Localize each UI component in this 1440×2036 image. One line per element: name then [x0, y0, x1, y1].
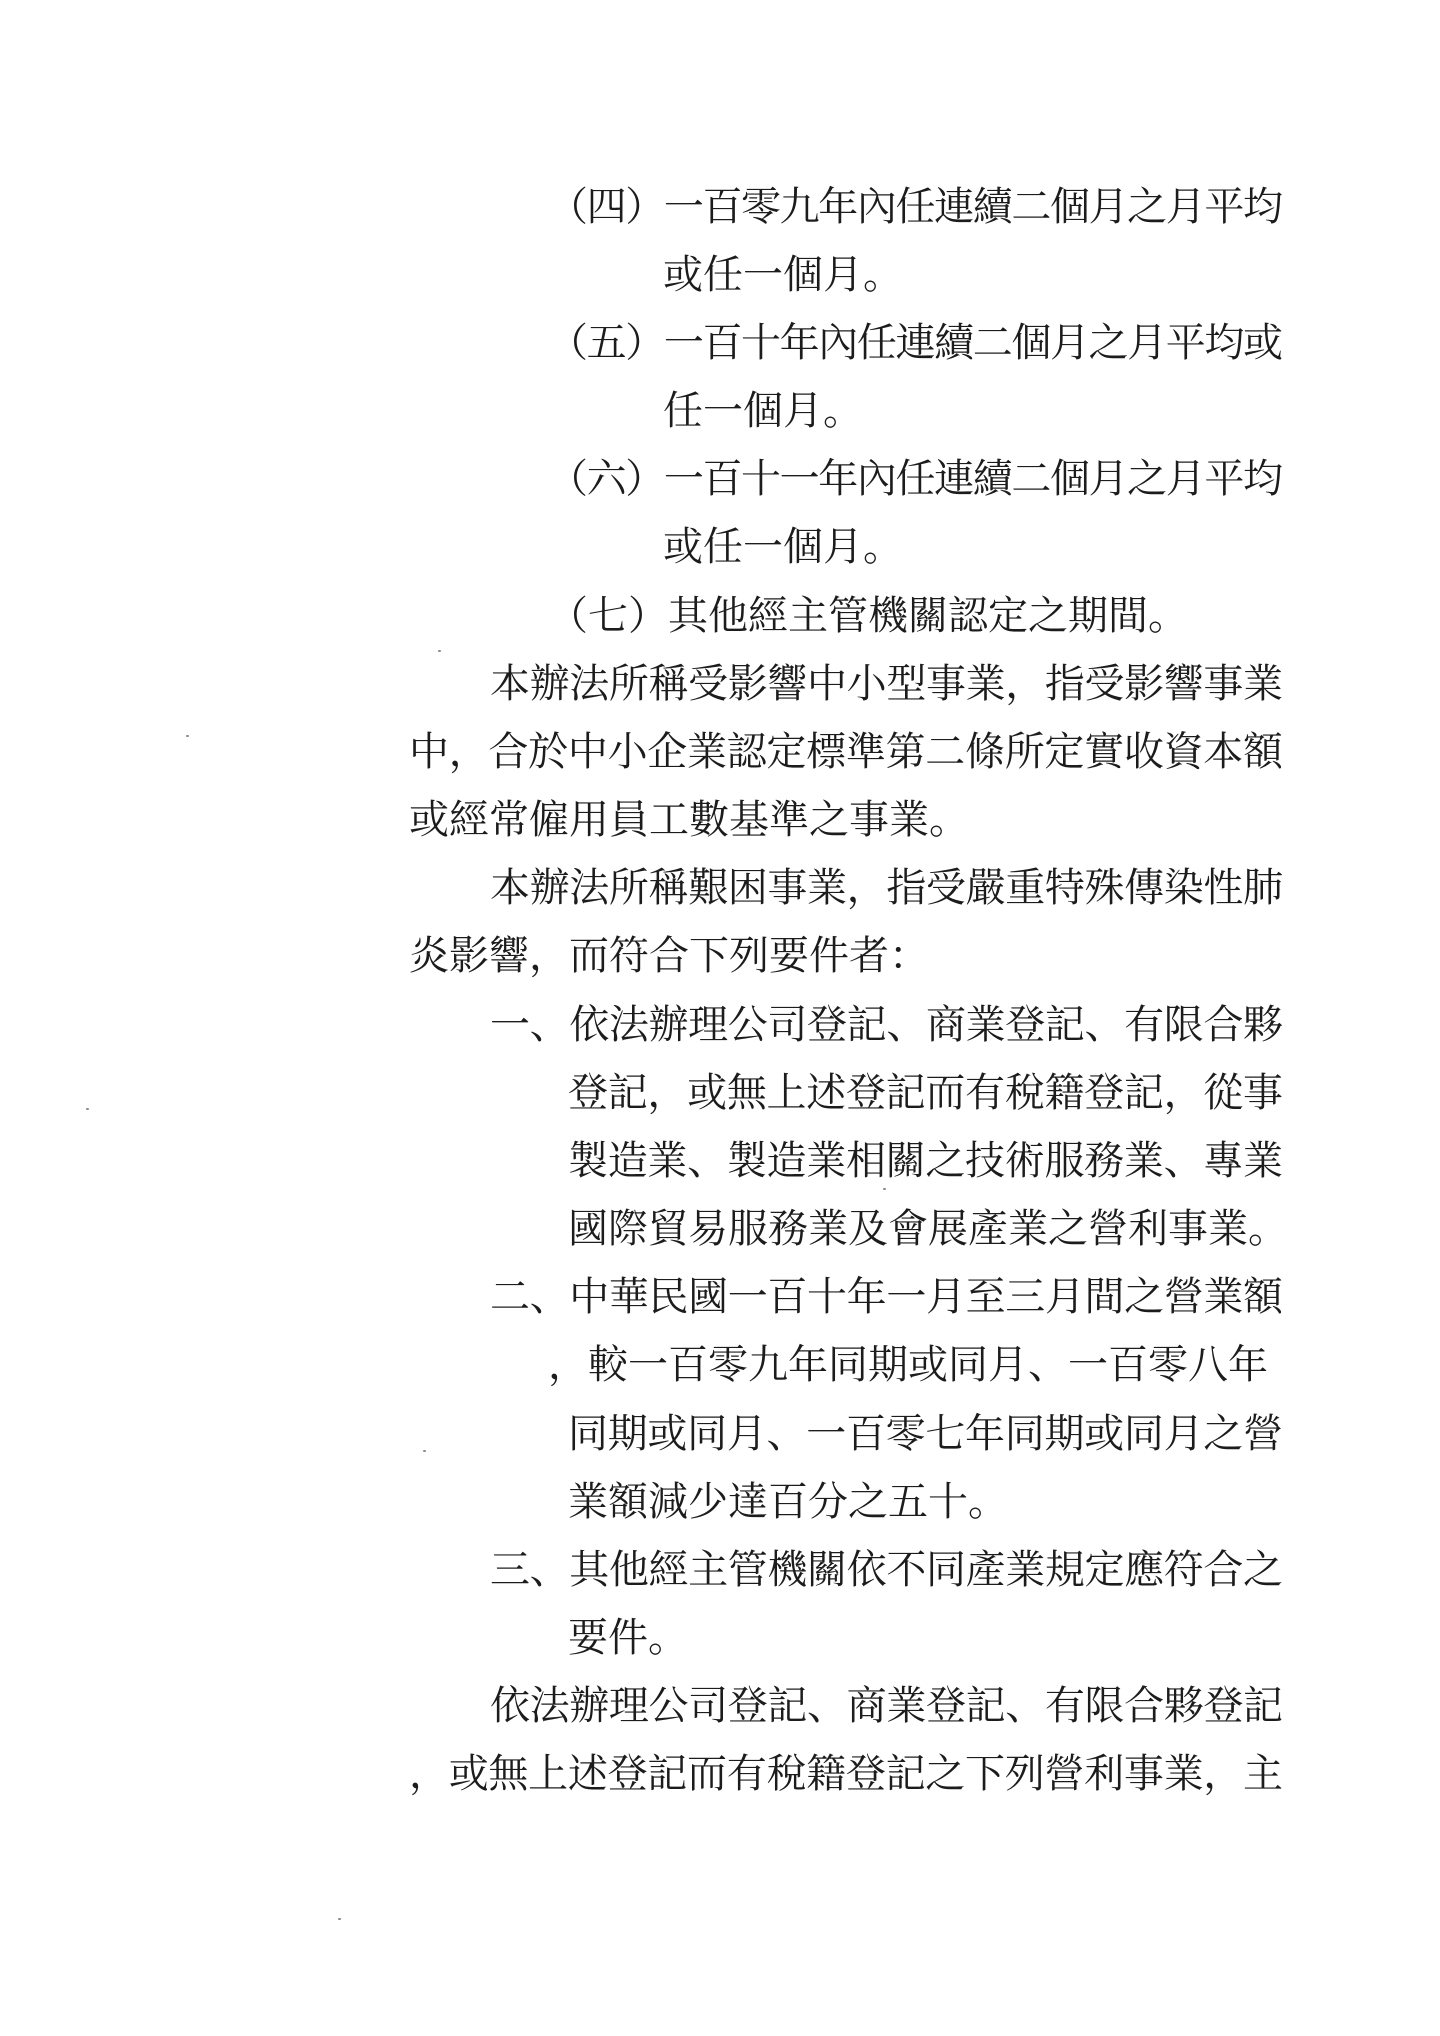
- paragraph-registration-line-2: ，或無上述登記而有稅籍登記之下列營利事業，主: [409, 1751, 1283, 1797]
- paragraph-hardship-line-2: 炎影響，而符合下列要件者：: [409, 933, 929, 979]
- paragraph-sme-line-1: 本辦法所稱受影響中小型事業，指受影響事業: [490, 661, 1283, 707]
- scan-speck: [423, 1450, 426, 1452]
- scan-speck: [186, 735, 189, 737]
- scan-speck: [883, 1188, 886, 1190]
- scan-speck: [86, 1108, 89, 1110]
- item-six-line-1: （六）一百十一年內任連續二個月之月平均: [548, 456, 1282, 502]
- requirement-three-line-2: 要件。: [568, 1615, 688, 1661]
- requirement-one-line-2: 登記，或無上述登記而有稅籍登記，從事: [568, 1070, 1283, 1116]
- requirement-two-line-3: 同期或同月、一百零七年同期或同月之營: [568, 1411, 1283, 1457]
- item-five-line-1: （五）一百十年內任連續二個月之月平均或: [548, 320, 1282, 366]
- paragraph-sme-line-3: 或經常僱用員工數基準之事業。: [409, 797, 969, 843]
- item-four-line-2: 或任一個月。: [663, 252, 903, 298]
- scan-speck: [338, 1918, 341, 1920]
- paragraph-sme-line-2: 中，合於中小企業認定標準第二條所定實收資本額: [409, 729, 1283, 775]
- paragraph-registration-line-1: 依法辦理公司登記、商業登記、有限合夥登記: [490, 1683, 1283, 1729]
- item-four-line-1: （四）一百零九年內任連續二個月之月平均: [548, 184, 1282, 230]
- requirement-three-line-1: 三、其他經主管機關依不同產業規定應符合之: [490, 1547, 1283, 1593]
- requirement-one-line-3: 製造業、製造業相關之技術服務業、專業: [568, 1138, 1283, 1184]
- paragraph-hardship-line-1: 本辦法所稱艱困事業，指受嚴重特殊傳染性肺: [490, 865, 1283, 911]
- item-seven-line-1: （七）其他經主管機關認定之期間。: [548, 593, 1188, 639]
- item-six-line-2: 或任一個月。: [663, 524, 903, 570]
- requirement-one-line-1: 一、依法辦理公司登記、商業登記、有限合夥: [490, 1002, 1283, 1048]
- requirement-two-line-1: 二、中華民國一百十年一月至三月間之營業額: [490, 1274, 1283, 1320]
- requirement-two-line-2: ，較一百零九年同期或同月、一百零八年: [548, 1342, 1268, 1388]
- item-five-line-2: 任一個月。: [663, 388, 863, 434]
- requirement-one-line-4: 國際貿易服務業及會展產業之營利事業。: [568, 1206, 1288, 1252]
- scan-speck: [438, 650, 441, 652]
- requirement-two-line-4: 業額減少達百分之五十。: [568, 1479, 1008, 1525]
